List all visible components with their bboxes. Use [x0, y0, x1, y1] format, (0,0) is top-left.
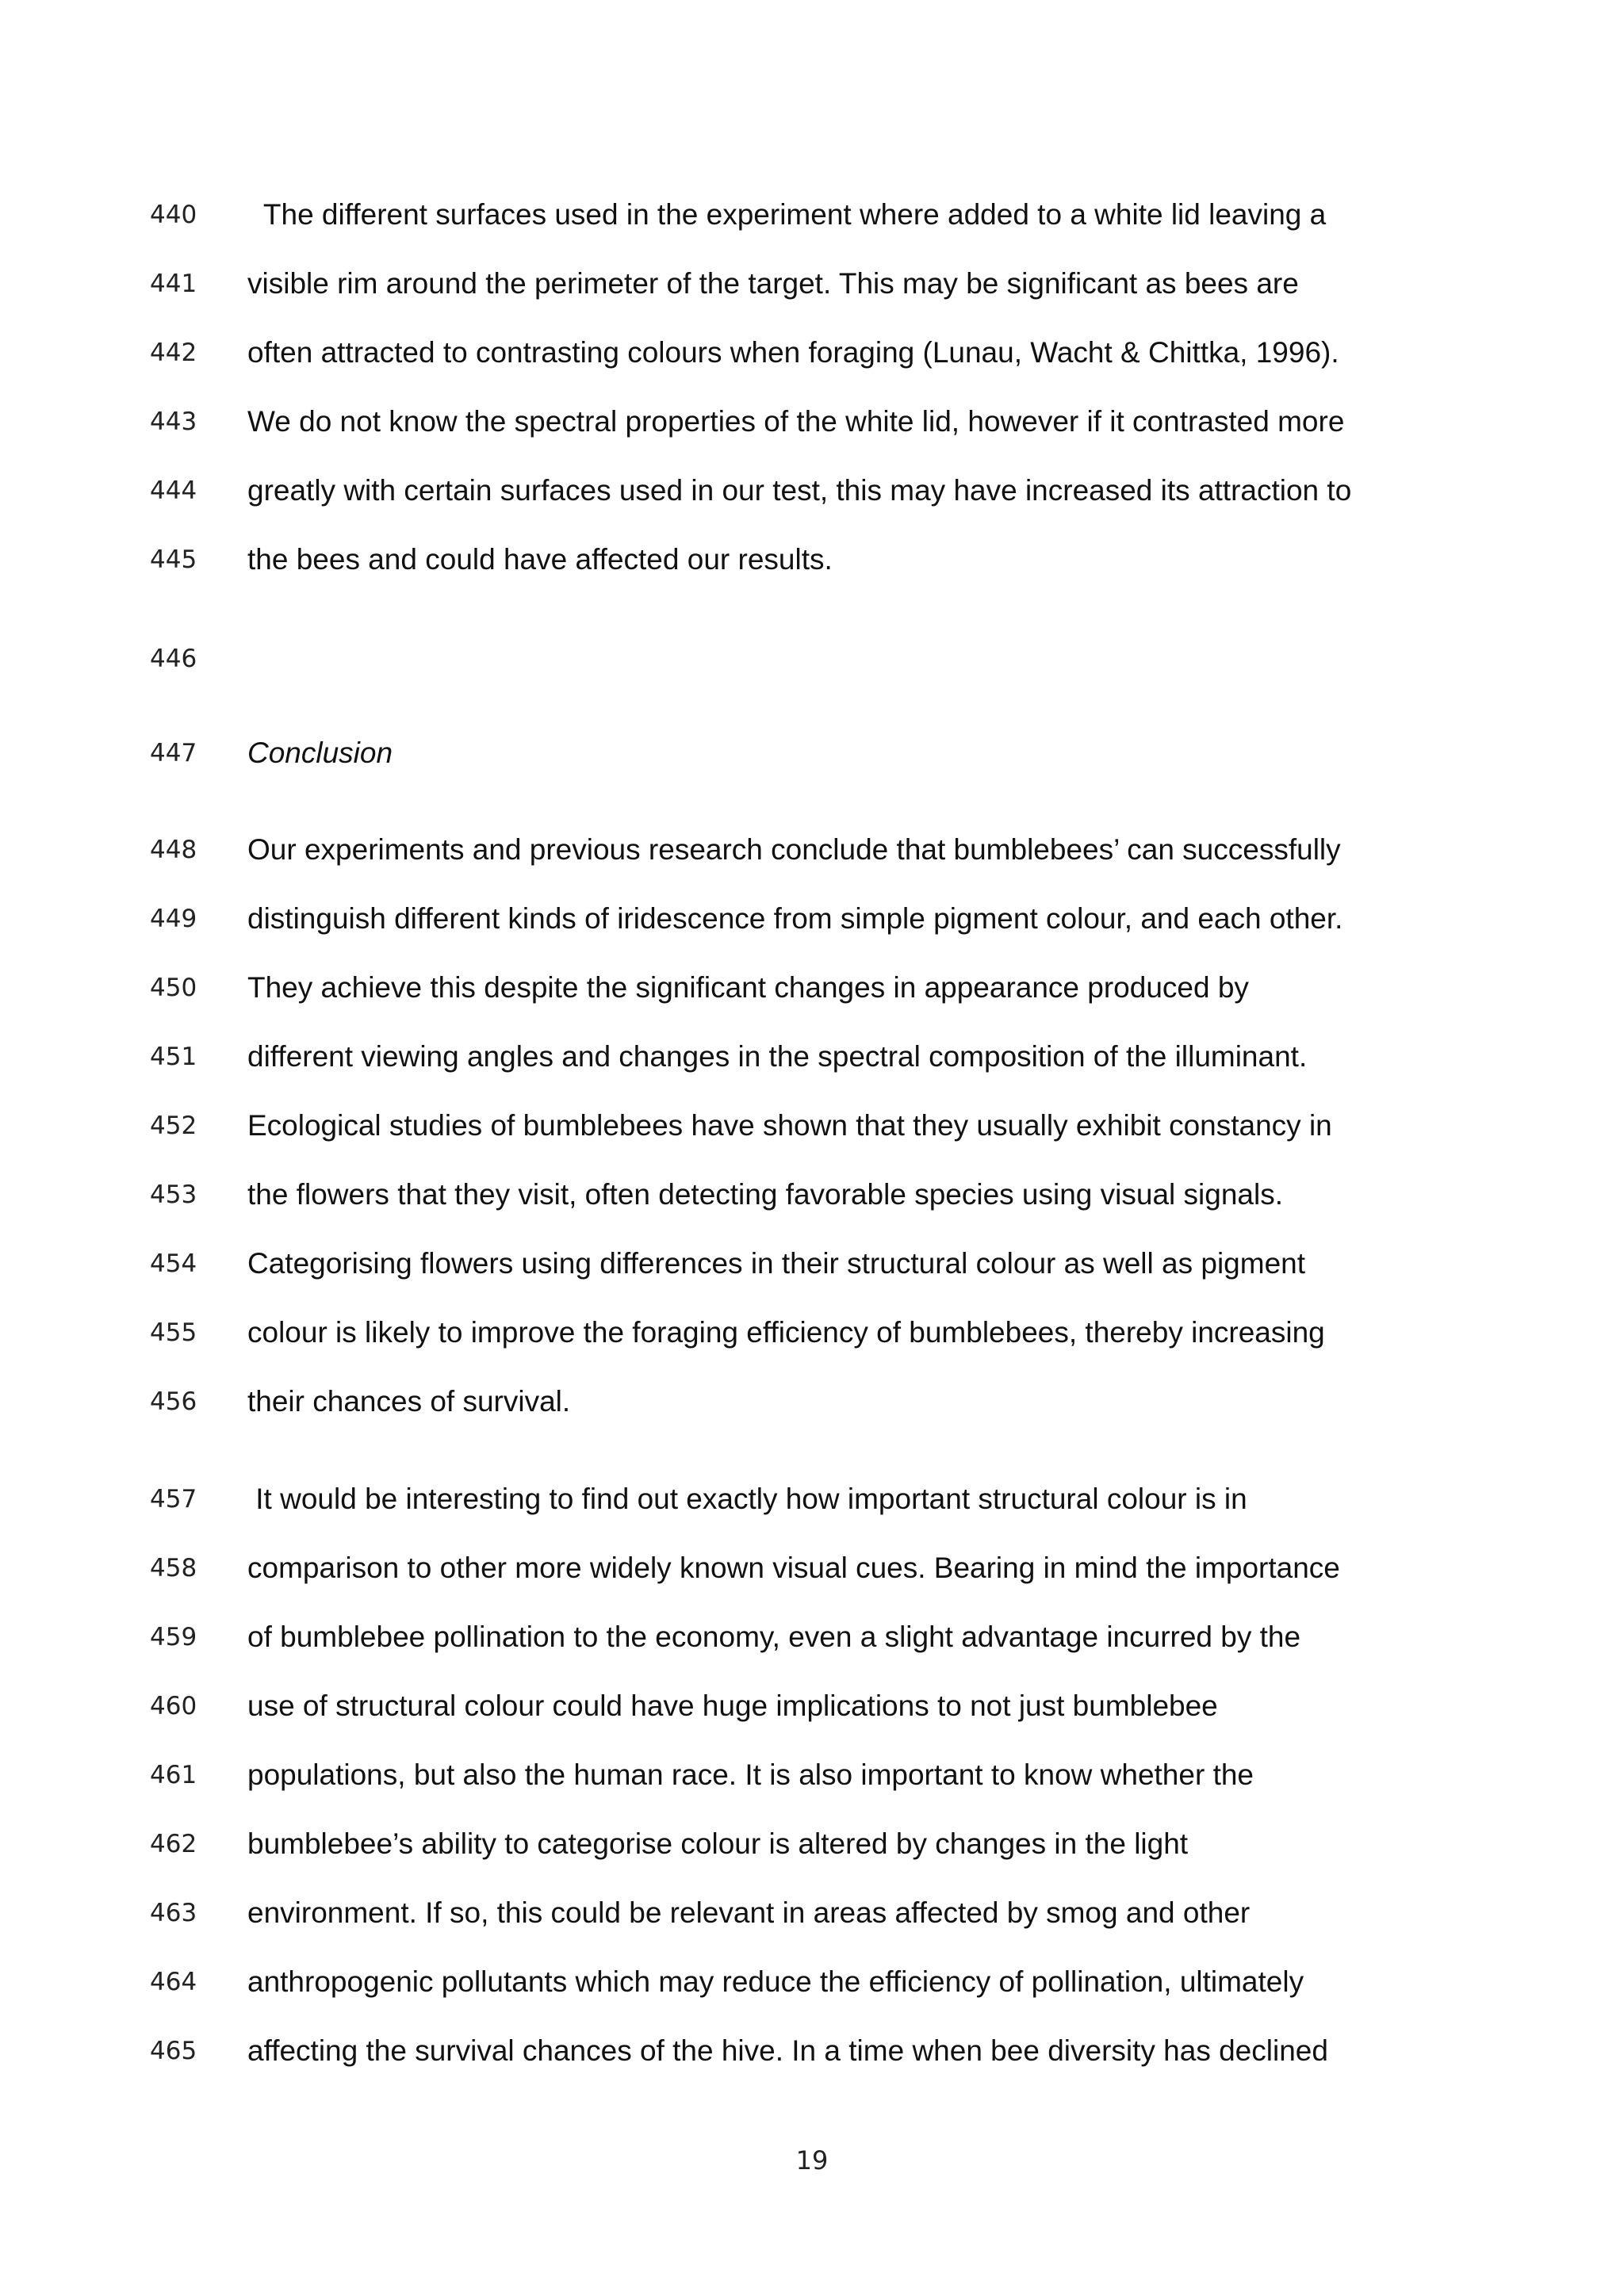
line-number: 442	[150, 339, 197, 367]
line-text: They achieve this despite the significant changes in appearance produced by	[247, 971, 1249, 1004]
text-line	[0, 1240, 1624, 1288]
line-text: often attracted to contrasting colours when foraging (Lunau, Wacht & Chittka, 1996).	[247, 336, 1339, 369]
line-number: 451	[150, 1043, 197, 1071]
line-number: 446	[150, 645, 197, 673]
text-line	[0, 1958, 1624, 2006]
line-number: 458	[150, 1554, 197, 1582]
text-line	[0, 1102, 1624, 1150]
line-text: their chances of survival.	[247, 1385, 571, 1418]
line-text: visible rim around the perimeter of the target. This may be significant as bees are	[247, 267, 1299, 300]
line-text: populations, but also the human race. It is also important to know whether the	[247, 1758, 1254, 1791]
page-number: 19	[795, 2145, 829, 2175]
line-text: It would be interesting to find out exactly how important structural colour is in	[247, 1483, 1247, 1515]
text-line	[0, 1378, 1624, 1425]
line-number: 463	[150, 1899, 197, 1927]
text-line	[0, 1309, 1624, 1357]
line-number: 454	[150, 1249, 197, 1278]
section-heading-line	[0, 729, 1624, 777]
line-number: 448	[150, 836, 197, 864]
line-number: 457	[150, 1485, 197, 1513]
line-text: affecting the survival chances of the hive. In a time when bee diversity has declined	[247, 2034, 1328, 2067]
line-text: Ecological studies of bumblebees have shown that they usually exhibit constancy in	[247, 1109, 1332, 1142]
text-line	[0, 1820, 1624, 1868]
text-line	[0, 260, 1624, 308]
line-text: distinguish different kinds of iridescence from simple pigment colour, and each other.	[247, 902, 1343, 935]
line-text: of bumblebee pollination to the economy, even a slight advantage incurred by the	[247, 1621, 1301, 1653]
line-number: 444	[150, 476, 197, 505]
text-line	[0, 467, 1624, 515]
text-line	[0, 329, 1624, 377]
text-line	[0, 1033, 1624, 1081]
line-number: 456	[150, 1387, 197, 1416]
line-text: anthropogenic pollutants which may reduce the efficiency of pollination, ultimately	[247, 1965, 1304, 1998]
line-text: bumblebee’s ability to categorise colour is altered by changes in the light	[247, 1827, 1189, 1860]
line-text: greatly with certain surfaces used in our test, this may have increased its attraction to	[247, 474, 1352, 507]
line-number: 460	[150, 1692, 197, 1720]
line-text: the flowers that they visit, often detecting favorable species using visual signals.	[247, 1178, 1283, 1211]
line-number: 464	[150, 1968, 197, 1996]
line-number: 455	[150, 1318, 197, 1347]
line-text: environment. If so, this could be relevant in areas affected by smog and other	[247, 1896, 1251, 1929]
line-text: colour is likely to improve the foraging efficiency of bumblebees, thereby increasing	[247, 1316, 1325, 1349]
line-text: comparison to other more widely known visual cues. Bearing in mind the importance	[247, 1552, 1340, 1584]
line-number: 452	[150, 1112, 197, 1140]
line-number: 440	[150, 201, 197, 229]
line-text: use of structural colour could have huge implications to not just bumblebee	[247, 1689, 1218, 1722]
text-line	[0, 398, 1624, 446]
text-line	[0, 1544, 1624, 1592]
line-number: 443	[150, 408, 197, 436]
text-line	[0, 1613, 1624, 1661]
line-number: 447	[150, 739, 197, 767]
text-line	[0, 1751, 1624, 1799]
line-text: We do not know the spectral properties of the white lid, however if it contrasted more	[247, 405, 1345, 438]
text-line	[0, 826, 1624, 874]
text-line	[0, 2027, 1624, 2075]
line-number: 445	[150, 545, 197, 574]
text-line	[0, 191, 1624, 239]
line-number: 462	[150, 1830, 197, 1858]
line-number: 453	[150, 1181, 197, 1209]
line-text: The different surfaces used in the experiment where added to a white lid leaving a	[247, 198, 1327, 231]
line-number: 465	[150, 2037, 197, 2065]
line-number: 449	[150, 905, 197, 933]
text-line	[0, 1889, 1624, 1937]
line-text: different viewing angles and changes in the spectral composition of the illuminant.	[247, 1040, 1308, 1073]
line-text: Categorising flowers using differences in their structural colour as well as pigment	[247, 1247, 1306, 1280]
line-number: 441	[150, 270, 197, 298]
text-line	[0, 964, 1624, 1012]
line-text: Our experiments and previous research conclude that bumblebees’ can successfully	[247, 833, 1341, 866]
section-heading: Conclusion	[247, 737, 393, 769]
line-number: 459	[150, 1623, 197, 1651]
text-line	[0, 1682, 1624, 1730]
text-line	[0, 536, 1624, 584]
line-text: the bees and could have affected our results.	[247, 543, 833, 576]
line-number: 461	[150, 1761, 197, 1789]
text-line	[0, 635, 1624, 683]
text-line	[0, 1171, 1624, 1219]
text-line	[0, 895, 1624, 943]
line-number: 450	[150, 974, 197, 1002]
text-line	[0, 1475, 1624, 1523]
